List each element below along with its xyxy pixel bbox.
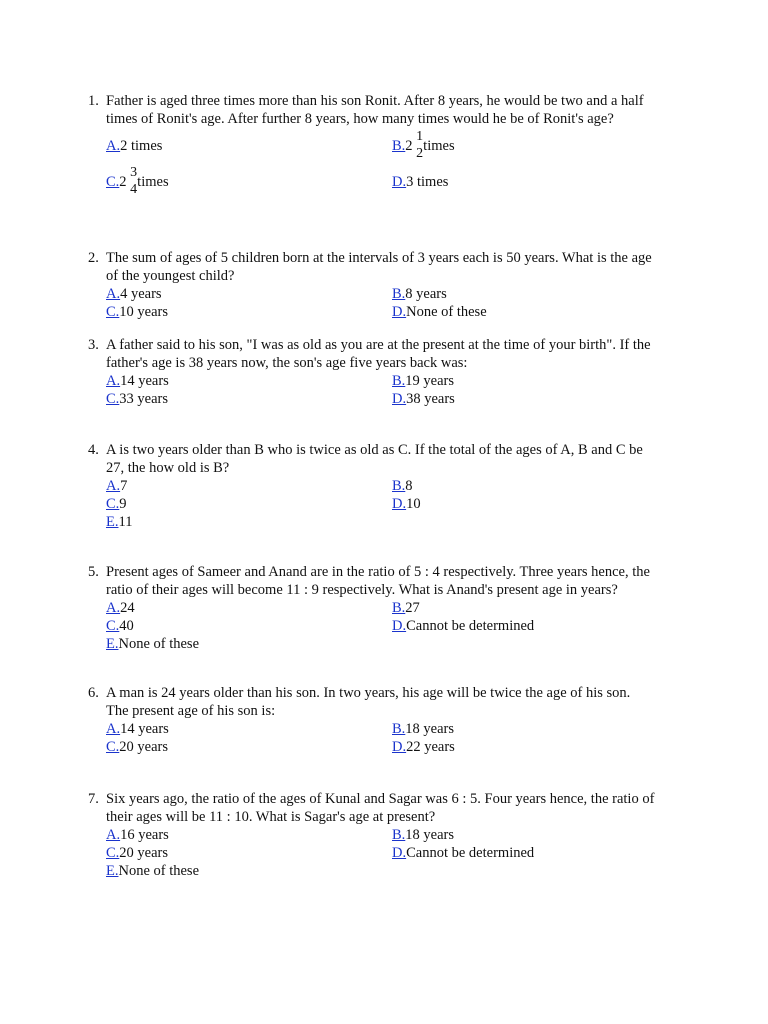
option-a-link[interactable]: A. — [106, 600, 121, 616]
option-c-text: 9 — [119, 496, 127, 512]
option-b-text: 19 years — [405, 373, 455, 389]
question-text-line: A man is 24 years older than his son. In two years, his age will be twice the age of his son. — [106, 685, 631, 701]
question-text-line: A is two years older than B who is twice as old as C. If the total of the ages of A, B and C be — [106, 442, 643, 458]
question-text-line: ratio of their ages will become 11 : 9 respectively. What is Anand's present age in years? — [106, 581, 618, 598]
option-c-text: 33 years — [119, 391, 169, 407]
option-a-link[interactable]: A. — [106, 721, 121, 737]
option-c-link[interactable]: C. — [106, 739, 120, 755]
option-b-suffix: times — [423, 138, 455, 154]
option-b — [392, 599, 678, 617]
option-a-text: 4 years — [120, 286, 162, 302]
option-c-link[interactable]: C. — [106, 618, 120, 634]
option-b — [392, 477, 678, 495]
option-c — [106, 390, 392, 408]
question-number: 6. — [88, 685, 99, 701]
question-text-line: The present age of his son is: — [106, 702, 276, 719]
option-d — [392, 617, 678, 635]
option-c-link[interactable]: C. — [106, 845, 120, 861]
option-d — [392, 173, 678, 191]
option-c-suffix: times — [137, 174, 169, 190]
option-d-link[interactable]: D. — [392, 391, 407, 407]
question-number: 1. — [88, 93, 99, 109]
option-a-link[interactable]: A. — [106, 373, 121, 389]
option-a-text: 14 years — [120, 373, 169, 389]
question-text-line: times of Ronit's age. After further 8 years, how many times would he be of Ronit's age? — [106, 110, 614, 127]
option-d-text: 10 — [406, 496, 421, 512]
option-b — [392, 720, 678, 738]
option-d-link[interactable]: D. — [392, 845, 407, 861]
option-a-text: 7 — [120, 478, 128, 494]
fraction-numerator: 1 — [416, 129, 424, 144]
option-a — [106, 599, 392, 617]
option-a — [106, 285, 392, 303]
option-e-text: None of these — [118, 636, 200, 652]
question-5 — [88, 564, 688, 653]
option-d-link[interactable]: D. — [392, 496, 407, 512]
option-c-link[interactable]: C. — [106, 174, 120, 190]
fraction — [130, 165, 138, 197]
option-d-link[interactable]: D. — [392, 739, 407, 755]
option-b — [392, 826, 678, 844]
option-d — [392, 738, 678, 756]
question-text-line: A father said to his son, "I was as old as you are at the present at the time of your birth". If the — [106, 337, 651, 353]
option-b-link[interactable]: B. — [392, 827, 406, 843]
option-c-text: 20 years — [119, 845, 169, 861]
option-b-link[interactable]: B. — [392, 478, 406, 494]
option-b-link[interactable]: B. — [392, 373, 406, 389]
option-b-text: 8 — [405, 478, 413, 494]
option-d-text: Cannot be determined — [406, 845, 535, 861]
option-c — [106, 495, 392, 513]
option-e-link[interactable]: E. — [106, 636, 119, 652]
fraction-denominator: 2 — [416, 146, 424, 161]
option-d-text: None of these — [406, 304, 487, 320]
option-e — [106, 862, 392, 880]
option-b-text: 8 years — [405, 286, 447, 302]
question-number: 4. — [88, 442, 99, 458]
question-number: 2. — [88, 250, 99, 266]
fraction-numerator: 3 — [130, 165, 138, 180]
option-c-link[interactable]: C. — [106, 391, 120, 407]
option-d — [392, 303, 678, 321]
question-1 — [88, 93, 688, 197]
question-6 — [88, 685, 688, 756]
option-a-text: 2 times — [120, 138, 163, 154]
option-b-link[interactable]: B. — [392, 721, 406, 737]
option-c — [106, 844, 392, 862]
option-a — [106, 826, 392, 844]
option-a-text: 16 years — [120, 827, 169, 843]
option-d-link[interactable]: D. — [392, 618, 407, 634]
question-text-line: The sum of ages of 5 children born at the intervals of 3 years each is 50 years. What is the age — [106, 250, 652, 266]
option-c-text: 20 years — [119, 739, 169, 755]
option-c-link[interactable]: C. — [106, 496, 120, 512]
option-a-link[interactable]: A. — [106, 478, 121, 494]
question-text-line: Father is aged three times more than his son Ronit. After 8 years, he would be two and a half — [106, 93, 644, 109]
option-b — [392, 372, 678, 390]
option-c-text: 40 — [119, 618, 134, 634]
option-d-text: Cannot be determined — [406, 618, 535, 634]
question-7 — [88, 791, 688, 880]
option-a — [106, 477, 392, 495]
option-b-link[interactable]: B. — [392, 600, 406, 616]
option-a — [106, 137, 392, 173]
option-b-link[interactable]: B. — [392, 138, 406, 154]
option-b-link[interactable]: B. — [392, 286, 406, 302]
option-e-link[interactable]: E. — [106, 863, 119, 879]
option-e-text: None of these — [118, 863, 200, 879]
option-c-whole: 2 — [119, 174, 131, 190]
option-a-text: 14 years — [120, 721, 169, 737]
question-4 — [88, 442, 688, 531]
option-b-text: 18 years — [405, 827, 455, 843]
option-b — [392, 285, 678, 303]
question-2 — [88, 250, 688, 321]
option-e — [106, 513, 392, 531]
question-text-line: 27, the how old is B? — [106, 459, 230, 476]
option-e-link[interactable]: E. — [106, 514, 119, 530]
option-c — [106, 738, 392, 756]
option-c — [106, 617, 392, 635]
option-d — [392, 495, 678, 513]
option-a-link[interactable]: A. — [106, 138, 121, 154]
option-c-link[interactable]: C. — [106, 304, 120, 320]
question-text-line: Present ages of Sameer and Anand are in the ratio of 5 : 4 respectively. Three years hence, the — [106, 564, 650, 580]
question-number: 5. — [88, 564, 99, 580]
option-b-whole: 2 — [405, 138, 417, 154]
option-d-link[interactable]: D. — [392, 174, 407, 190]
option-e-text: 11 — [118, 514, 133, 530]
option-d-text: 22 years — [406, 739, 455, 755]
question-number: 3. — [88, 337, 99, 353]
option-a-text: 24 — [120, 600, 135, 616]
option-a-link[interactable]: A. — [106, 286, 121, 302]
option-a — [106, 372, 392, 390]
fraction — [416, 129, 424, 161]
option-d — [392, 390, 678, 408]
question-3 — [88, 337, 688, 408]
option-b — [392, 129, 678, 173]
question-text-line: father's age is 38 years now, the son's age five years back was: — [106, 354, 468, 371]
option-e — [106, 635, 392, 653]
question-number: 7. — [88, 791, 99, 807]
question-text-line: of the youngest child? — [106, 267, 235, 284]
option-a — [106, 720, 392, 738]
question-text-line: Six years ago, the ratio of the ages of Kunal and Sagar was 6 : 5. Four years hence, the ratio of — [106, 791, 655, 807]
fraction-denominator: 4 — [130, 182, 138, 197]
option-c — [106, 303, 392, 321]
option-d — [392, 844, 678, 862]
question-text-line: their ages will be 11 : 10. What is Sagar's age at present? — [106, 808, 436, 825]
option-c-text: 10 years — [119, 304, 169, 320]
option-d-text: 38 years — [406, 391, 455, 407]
option-b-text: 18 years — [405, 721, 455, 737]
option-a-link[interactable]: A. — [106, 827, 121, 843]
option-c — [106, 165, 392, 197]
option-d-link[interactable]: D. — [392, 304, 407, 320]
option-b-text: 27 — [405, 600, 420, 616]
option-d-text: 3 times — [406, 174, 449, 190]
